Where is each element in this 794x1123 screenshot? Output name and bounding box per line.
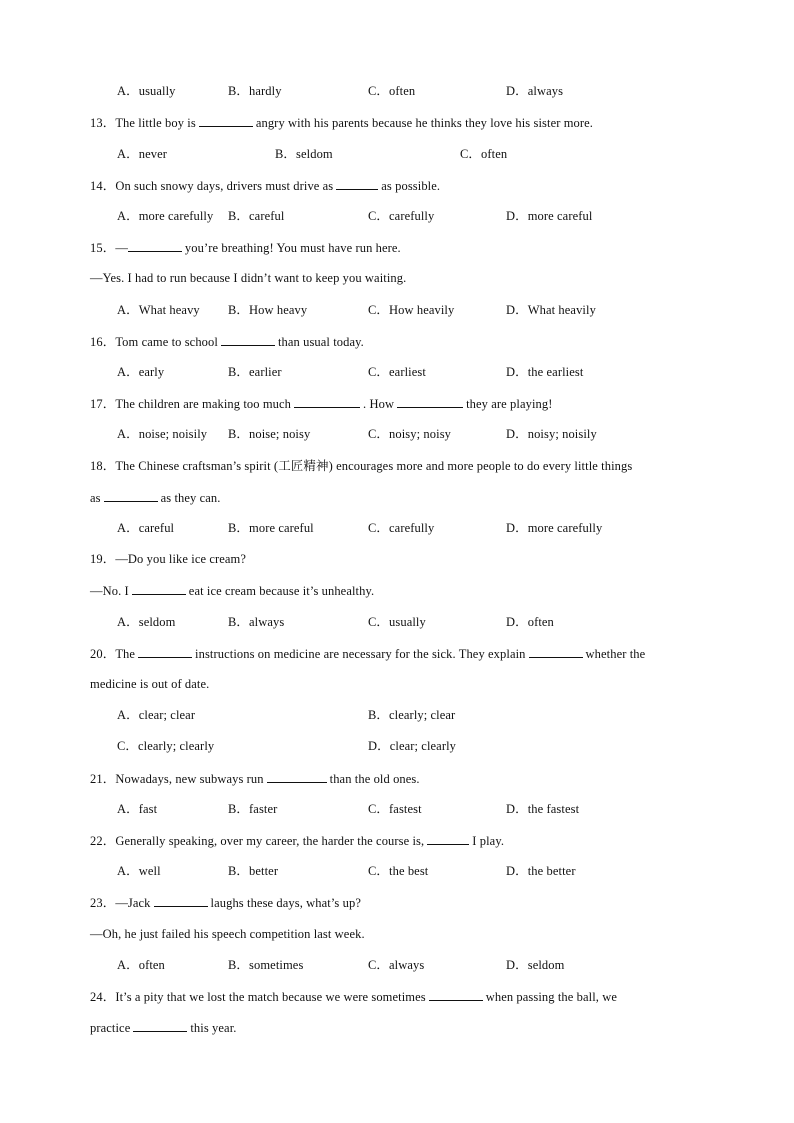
- q19-stem: [90, 551, 704, 567]
- q21-blank: [267, 770, 327, 783]
- q17-blank-1: [294, 395, 360, 408]
- q19-text-pre2: —No. I: [90, 584, 129, 598]
- q14-blank: [336, 177, 378, 190]
- q16-text-post: than usual today.: [277, 335, 364, 349]
- q12-options: [90, 83, 704, 99]
- q18-option-c: C．carefully: [368, 521, 435, 535]
- q17-blank-2: [397, 395, 463, 408]
- q14-option-b: B．careful: [228, 209, 285, 223]
- q19-option-b: B．always: [228, 615, 285, 629]
- q17-number: 17．: [90, 397, 116, 411]
- q23-text-post: laughs these days, what’s up?: [210, 896, 361, 910]
- q20-text-mid: instructions on medicine are necessary for the sick. They explain: [195, 647, 526, 661]
- q17-option-c: C．noisy; noisy: [368, 427, 452, 441]
- q19-option-d: D．often: [506, 615, 554, 629]
- q21-text-post: than the old ones.: [329, 772, 420, 786]
- q22-blank: [427, 832, 469, 845]
- q20-option-a: A．clear; clear: [117, 708, 196, 722]
- q18-option-b: B．more careful: [228, 521, 314, 535]
- q18-options: [90, 520, 704, 536]
- q15-text-pre: —: [115, 241, 128, 255]
- q23-option-b: B．sometimes: [228, 958, 304, 972]
- q20-option-d: D．clear; clearly: [368, 739, 457, 753]
- q17-text-pre: The children are making too much: [115, 397, 292, 411]
- q20-options-row1: [90, 707, 704, 723]
- q20-blank-2: [529, 645, 583, 658]
- q18-text-post2: as they can.: [160, 491, 221, 505]
- q22-option-a: A．well: [117, 864, 161, 878]
- q23-option-a: A．often: [117, 958, 165, 972]
- q16-option-b: B．earlier: [228, 365, 282, 379]
- q23-option-c: C．always: [368, 958, 425, 972]
- q17-options: [90, 426, 704, 442]
- q22-option-b: B．better: [228, 864, 279, 878]
- q16-option-a: A．early: [117, 365, 165, 379]
- q13-number: 13．: [90, 116, 116, 130]
- q21-option-a: A．fast: [117, 802, 158, 816]
- q22-text-post: I play.: [472, 834, 505, 848]
- q15-option-c: C．How heavily: [368, 303, 455, 317]
- q20-text-pre: The: [115, 647, 136, 661]
- q16-option-c: C．earliest: [368, 365, 426, 379]
- q14-number: 14．: [90, 179, 116, 193]
- q15-options: [90, 302, 704, 318]
- q24-text-post2: this year.: [190, 1021, 237, 1035]
- q12-option-a: A．usually: [117, 84, 176, 98]
- q21-number: 21．: [90, 772, 116, 786]
- q22-text-pre: Generally speaking, over my career, the harder the course is,: [115, 834, 425, 848]
- q23-stem: [90, 894, 704, 910]
- q21-text-pre: Nowadays, new subways run: [115, 772, 264, 786]
- q20-blank-1: [138, 645, 192, 658]
- q24-text-pre: It’s a pity that we lost the match because we were sometimes: [115, 990, 426, 1004]
- q21-options: [90, 801, 704, 817]
- q19-options: [90, 614, 704, 630]
- q22-option-c: C．the best: [368, 864, 429, 878]
- q24-text-post: when passing the ball, we: [485, 990, 618, 1004]
- q17-option-d: D．noisy; noisily: [506, 427, 597, 441]
- q17-text-mid: . How: [363, 397, 395, 411]
- q18-option-a: A．careful: [117, 521, 175, 535]
- q23-number: 23．: [90, 896, 116, 910]
- q19-blank: [132, 582, 186, 595]
- q18-option-d: D．more carefully: [506, 521, 603, 535]
- q19-reply: [90, 582, 704, 598]
- q15-stem: [90, 239, 704, 255]
- q19-text-post2: eat ice cream because it’s unhealthy.: [188, 584, 375, 598]
- q14-stem: [90, 177, 704, 193]
- q23-text-pre: —Jack: [115, 896, 151, 910]
- q15-reply: —Yes. I had to run because I didn’t want to keep you waiting.: [90, 271, 407, 285]
- q15-text-post: you’re breathing! You must have run here.: [184, 241, 401, 255]
- q20-stem: [90, 645, 704, 661]
- q16-number: 16．: [90, 335, 116, 349]
- q24-blank-1: [429, 988, 483, 1001]
- q14-option-a: A．more carefully: [117, 209, 214, 223]
- q13-blank: [199, 114, 253, 127]
- q17-text-post: they are playing!: [466, 397, 553, 411]
- q24-stem-line2: [90, 1019, 704, 1035]
- q17-option-a: A．noise; noisily: [117, 427, 208, 441]
- q13-option-c: C．often: [460, 147, 508, 161]
- q13-text-pre: The little boy is: [115, 116, 196, 130]
- q21-option-c: C．fastest: [368, 802, 422, 816]
- q24-text-pre2: practice: [90, 1021, 131, 1035]
- q14-options: [90, 208, 704, 224]
- q19-option-a: A．seldom: [117, 615, 176, 629]
- q12-option-d: D．always: [506, 84, 564, 98]
- q16-stem: [90, 333, 704, 349]
- q18-text: The Chinese craftsman’s spirit (工匠精神) encourages more and more people to do every little things: [115, 459, 633, 473]
- q18-blank: [104, 489, 158, 502]
- q22-stem: [90, 832, 704, 848]
- q18-stem: [90, 458, 704, 474]
- q21-option-d: D．the fastest: [506, 802, 580, 816]
- q13-options: [90, 146, 704, 162]
- q14-option-d: D．more careful: [506, 209, 593, 223]
- q18-number: 18．: [90, 459, 116, 473]
- q21-stem: [90, 770, 704, 786]
- q21-option-b: B．faster: [228, 802, 278, 816]
- q18-text-pre2: as: [90, 491, 101, 505]
- q24-stem: [90, 988, 704, 1004]
- q14-text-post: as possible.: [381, 179, 441, 193]
- q13-option-b: B．seldom: [275, 147, 333, 161]
- q20-text-post: whether the: [585, 647, 646, 661]
- q23-option-d: D．seldom: [506, 958, 565, 972]
- q12-option-b: B．hardly: [228, 84, 282, 98]
- q15-option-d: D．What heavily: [506, 303, 596, 317]
- q16-text-pre: Tom came to school: [115, 335, 218, 349]
- q24-blank-2: [133, 1019, 187, 1032]
- q17-stem: [90, 395, 704, 411]
- q23-blank: [154, 894, 208, 907]
- q19-option-c: C．usually: [368, 615, 426, 629]
- q20-option-c: C．clearly; clearly: [117, 739, 215, 753]
- q20-option-b: B．clearly; clear: [368, 708, 456, 722]
- q15-blank: [128, 239, 182, 252]
- q19-number: 19．: [90, 552, 116, 566]
- q22-number: 22．: [90, 834, 116, 848]
- q23-reply: —Oh, he just failed his speech competition last week.: [90, 927, 365, 941]
- q16-options: [90, 364, 704, 380]
- q19-text: —Do you like ice cream?: [115, 552, 247, 566]
- q22-options: [90, 863, 704, 879]
- q22-option-d: D．the better: [506, 864, 576, 878]
- q12-option-c: C．often: [368, 84, 416, 98]
- q13-stem: [90, 114, 704, 130]
- q18-stem-line2: [90, 489, 704, 505]
- q24-number: 24．: [90, 990, 116, 1004]
- q20-stem-line2: medicine is out of date.: [90, 677, 210, 691]
- q20-number: 20．: [90, 647, 116, 661]
- q15-number: 15．: [90, 241, 116, 255]
- q13-text-post: angry with his parents because he thinks they love his sister more.: [255, 116, 594, 130]
- q23-options: [90, 957, 704, 973]
- q17-option-b: B．noise; noisy: [228, 427, 311, 441]
- q15-option-b: B．How heavy: [228, 303, 308, 317]
- q13-option-a: A．never: [117, 147, 167, 161]
- q14-text-pre: On such snowy days, drivers must drive as: [115, 179, 334, 193]
- q14-option-c: C．carefully: [368, 209, 435, 223]
- q15-option-a: A．What heavy: [117, 303, 200, 317]
- q20-options-row2: [90, 738, 704, 754]
- q16-blank: [221, 333, 275, 346]
- q16-option-d: D．the earliest: [506, 365, 584, 379]
